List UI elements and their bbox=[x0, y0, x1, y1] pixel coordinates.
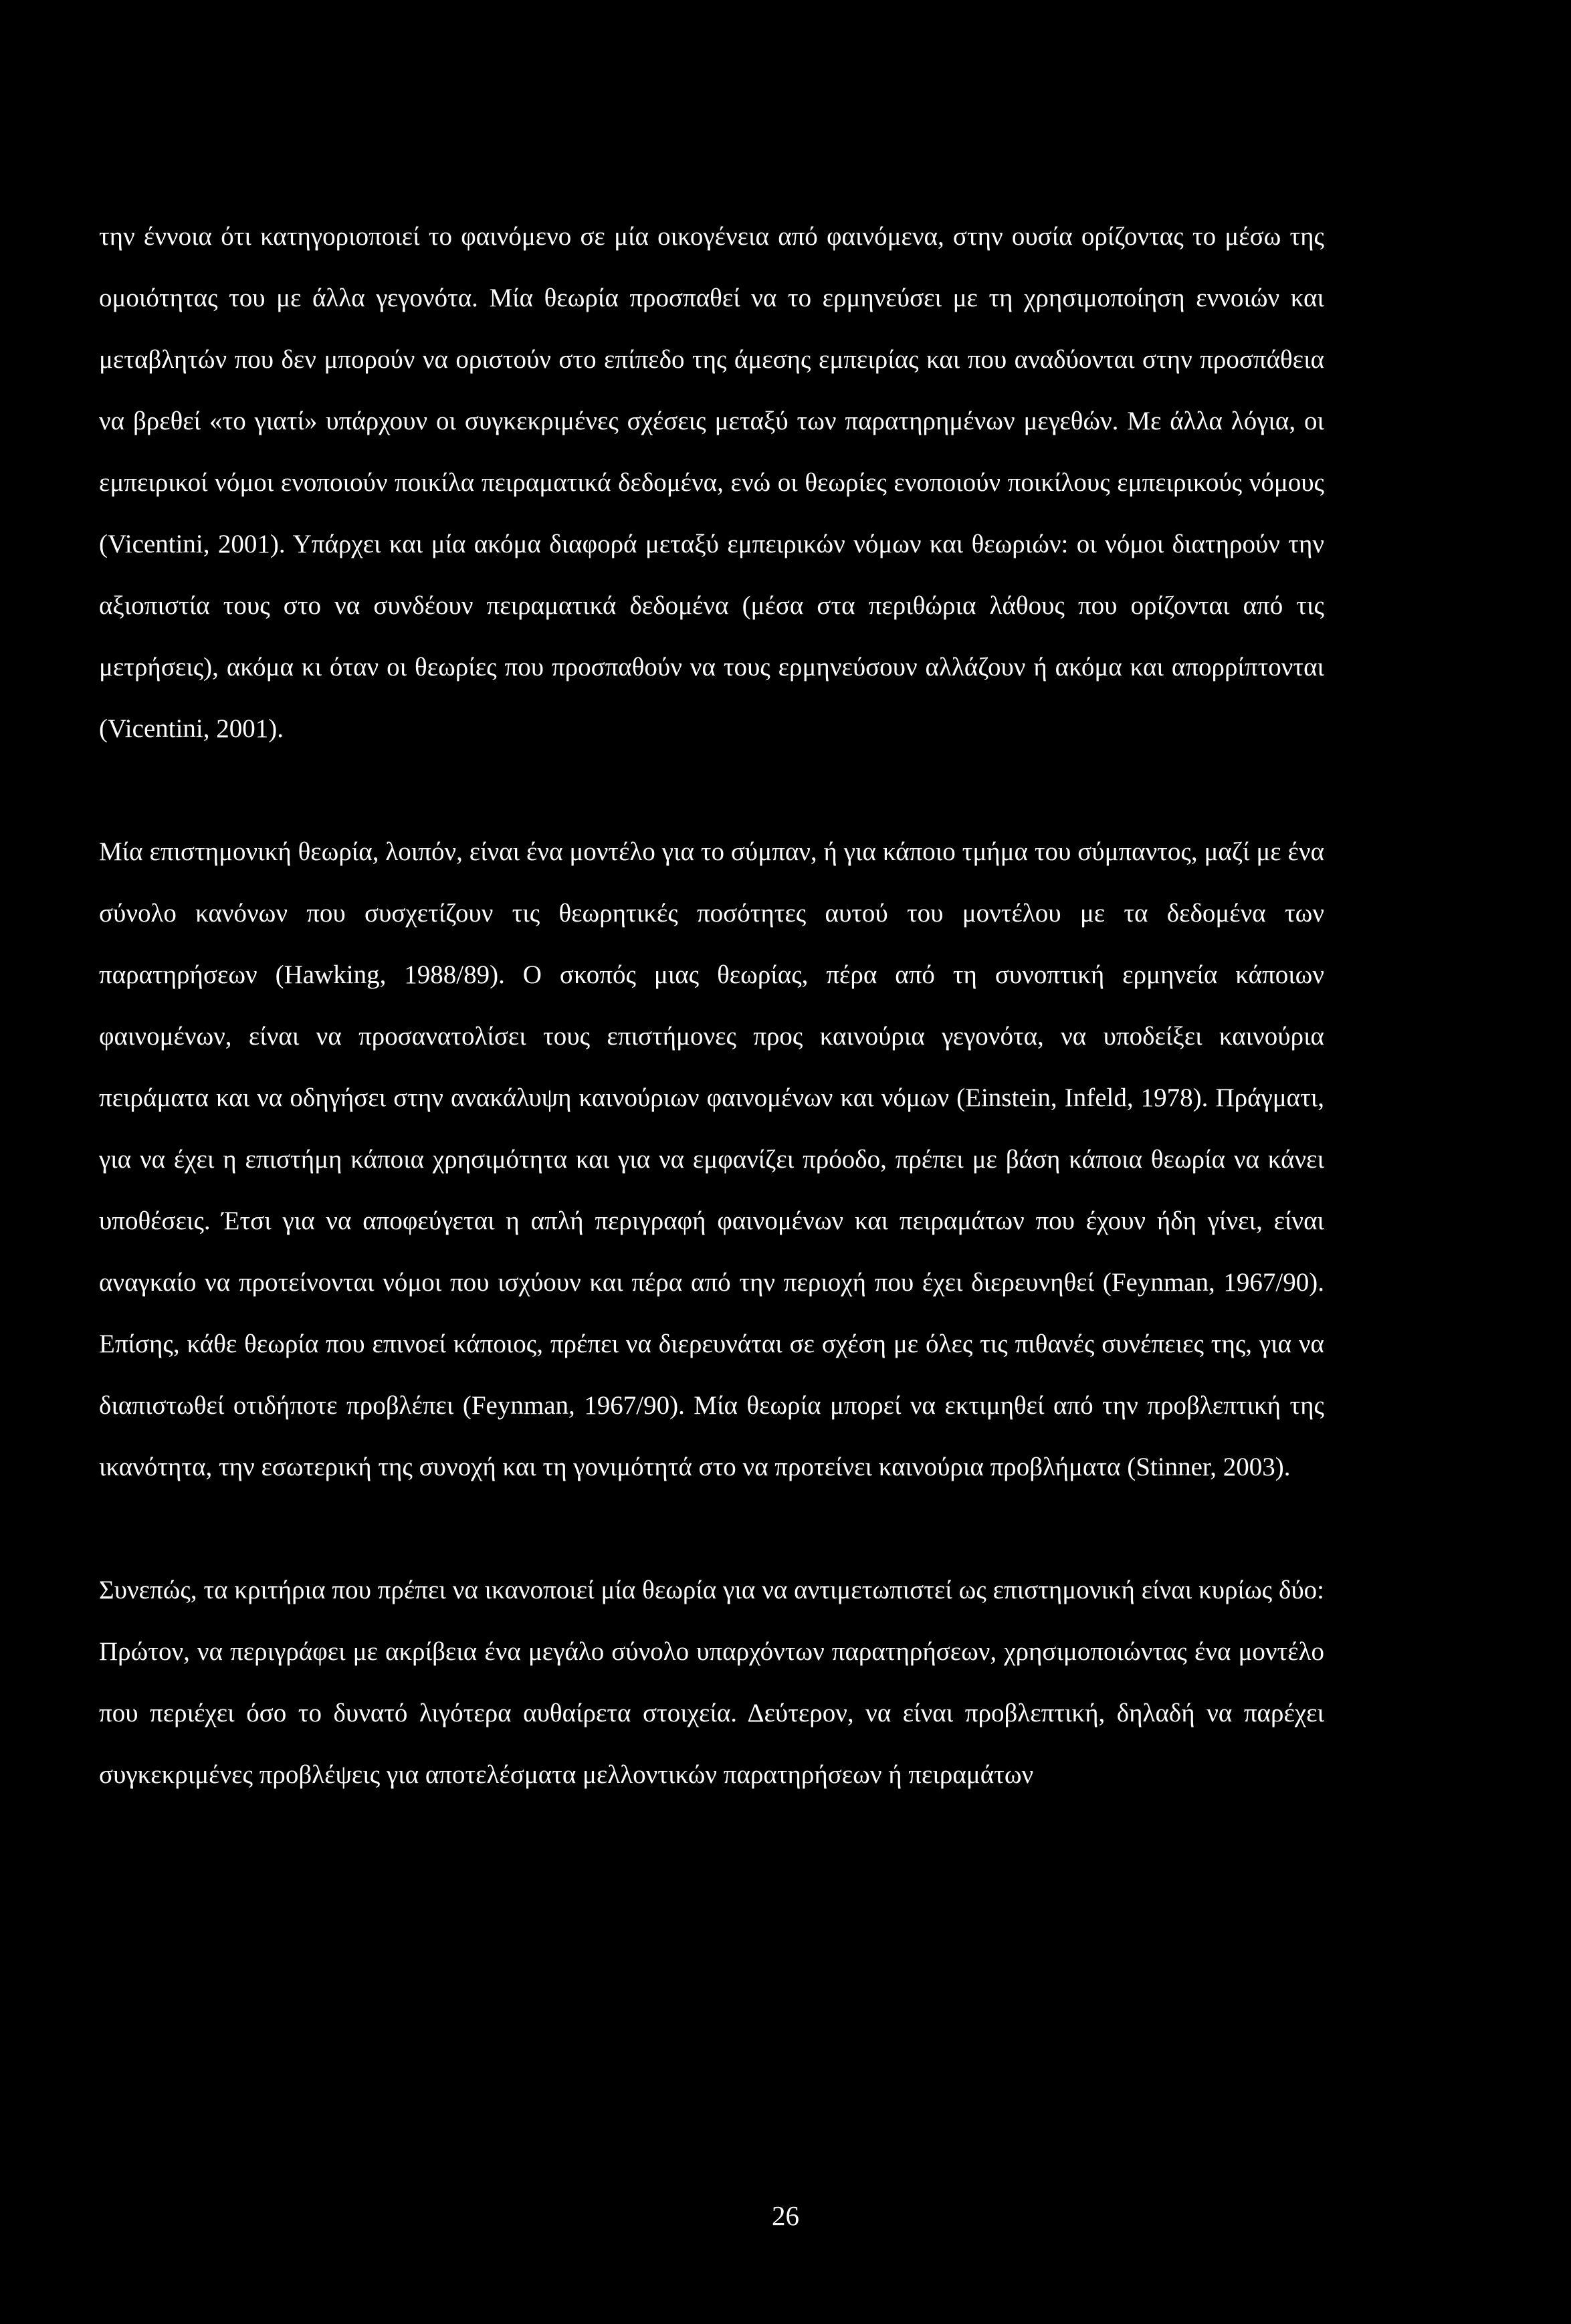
paragraph-3: Συνεπώς, τα κριτήρια που πρέπει να ικανοποιεί μία θεωρία για να αντιμετωπιστεί ως επιστημονική είναι κυρίως δύο: Πρώτον, να περιγράφει με ακρίβεια ένα μεγάλο σύνολο υπαρχόντων παρατηρήσεων, χρησιμοποιώντας ένα μοντέλο που περιέχει όσο το δυνατό λιγότερα αυθαίρετα στοιχεία. Δεύτερον, να είναι προβλεπτική, δηλαδή να παρέχει συγκεκριμένες προβλέψεις για αποτελέσματα μελλοντικών παρατηρήσεων ή πειραμάτων bbox=[99, 1576, 1324, 1789]
paragraph-2: Μία επιστημονική θεωρία, λοιπόν, είναι ένα μοντέλο για το σύμπαν, ή για κάποιο τμήμα του σύμπαντος, μαζί με ένα σύνολο κανόνων που συσχετίζουν τις θεωρητικές ποσότητες αυτού του μοντέλου με τα δεδομένα των παρατηρήσεων (Hawking, 1988/89). Ο σκοπός μιας θεωρίας, πέρα από τη συνοπτική ερμηνεία κάποιων φαινομένων, είναι να προσανατολίσει τους επιστήμονες προς καινούρια γεγονότα, να υποδείξει καινούρια πειράματα και να οδηγήσει στην ανακάλυψη καινούριων φαινομένων και νόμων (Einstein, Infeld, 1978). Πράγματι, για να έχει η επιστήμη κάποια χρησιμότητα και για να εμφανίζει πρόοδο, πρέπει με βάση κάποια θεωρία να κάνει υποθέσεις. Έτσι για να αποφεύγεται η απλή περιγραφή φαινομένων και πειραμάτων που έχουν ήδη γίνει, είναι αναγκαίο να προτείνονται νόμοι που ισχύουν και πέρα από την περιοχή που έχει διερευνηθεί (Feynman, 1967/90). Επίσης, κάθε θεωρία που επινοεί κάποιος, πρέπει να διερευνάται σε σχέση με όλες τις πιθανές συνέπειες της, για να διαπιστωθεί οτιδήποτε προβλέπει (Feynman, 1967/90). Μία θεωρία μπορεί να εκτιμηθεί από την προβλεπτική της ικανότητα, την εσωτερική της συνοχή και τη γονιμότητά στο να προτείνει καινούρια προβλήματα (Stinner, 2003). bbox=[99, 837, 1324, 1481]
page-number: 26 bbox=[772, 2200, 799, 2231]
paragraph-1: την έννοια ότι κατηγοριοποιεί το φαινόμενο σε μία οικογένεια από φαινόμενα, στην ουσία ορίζοντας το μέσω της ομοιότητας του με άλλα γεγονότα. Μία θεωρία προσπαθεί να το ερμηνεύσει με τη χρησιμοποίηση εννοιών και μεταβλητών που δεν μπορούν να οριστούν στο επίπεδο της άμεσης εμπειρίας και που αναδύονται στην προσπάθεια να βρεθεί «το γιατί» υπάρχουν οι συγκεκριμένες σχέσεις μεταξύ των παρατηρημένων μεγεθών. Με άλλα λόγια, οι εμπειρικοί νόμοι ενοποιούν ποικίλα πειραματικά δεδομένα, ενώ οι θεωρίες ενοποιούν ποικίλους εμπειρικούς νόμους (Vicentini, 2001). Υπάρχει και μία ακόμα διαφορά μεταξύ εμπειρικών νόμων και θεωριών: οι νόμοι διατηρούν την αξιοπιστία τους στο να συνδέουν πειραματικά δεδομένα (μέσα στα περιθώρια λάθους που ορίζονται από τις μετρήσεις), ακόμα κι όταν οι θεωρίες που προσπαθούν να τους ερμηνεύσουν αλλάζουν ή ακόμα και απορρίπτονται (Vicentini, 2001). bbox=[99, 222, 1324, 743]
document-body bbox=[99, 206, 1324, 1806]
